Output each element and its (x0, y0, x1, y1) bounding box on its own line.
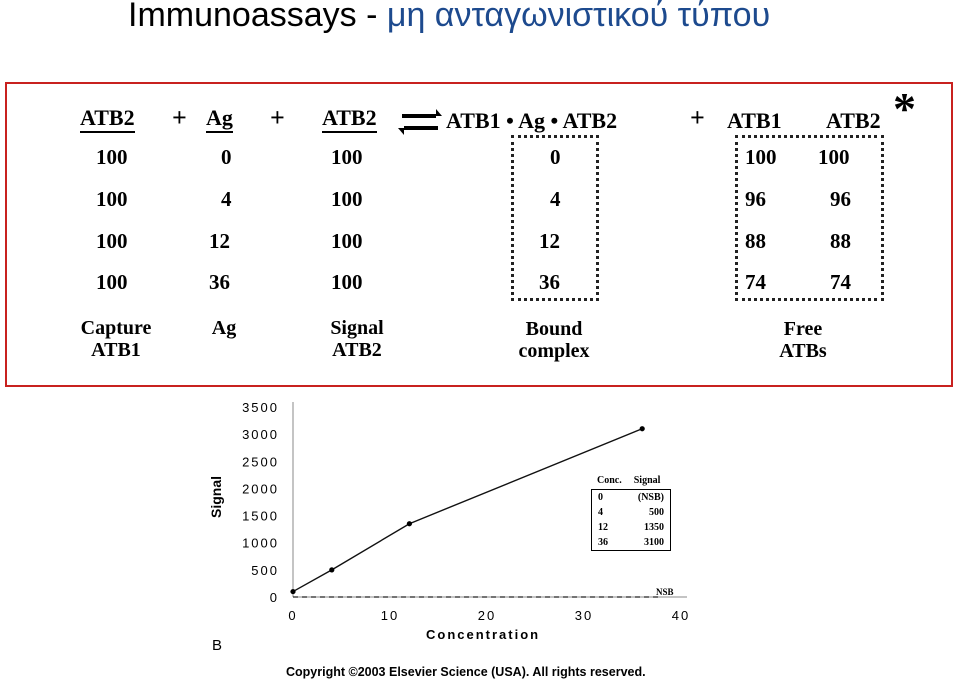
capture-value: 100 (96, 145, 128, 169)
role-signal-line1: Signal (330, 317, 384, 339)
free-atb2-value: 74 (830, 270, 851, 294)
chart-y-tick-label: 3500 (242, 400, 279, 415)
chart-x-tick-label: 30 (574, 608, 594, 623)
ag-value: 36 (209, 270, 230, 294)
bound-value: 36 (539, 270, 560, 294)
chart-y-tick-label: 0 (269, 590, 279, 605)
capture-value: 100 (96, 229, 128, 253)
chart-y-tick-label: 1000 (242, 535, 279, 551)
chart-data-point (290, 589, 295, 594)
eq-free-atb2: ATB2 (826, 108, 881, 133)
chart-y-tick-label: 500 (251, 562, 279, 578)
bound-value: 12 (539, 229, 560, 253)
table-cell-conc: 12 (598, 522, 608, 533)
equilibrium-arrows-icon (398, 106, 442, 136)
eq-atb2-signal: ATB2 (322, 105, 377, 133)
bound-value: 4 (550, 187, 561, 211)
free-atb2-value: 96 (830, 187, 851, 211)
role-free-line1: Free (783, 318, 823, 340)
eq-ag: Ag (206, 105, 233, 133)
chart-series-line (293, 429, 642, 592)
eq-plus-3: + (690, 103, 705, 132)
eq-plus-2: + (270, 103, 285, 132)
role-bound-line1: Bound (525, 318, 583, 340)
eq-free-atb1: ATB1 (727, 108, 782, 133)
chart-y-tick-label: 3000 (242, 427, 279, 443)
role-capture-line1: Capture (80, 317, 152, 339)
table-header-signal: Signal (633, 475, 661, 486)
chart-y-axis-label: Signal (208, 475, 224, 518)
free-atb1-value: 96 (745, 187, 766, 211)
table-row (592, 490, 671, 506)
title-prefix: Immunoassays - (128, 0, 387, 34)
chart-nsb-label: NSB (656, 587, 674, 597)
free-atb2-value: 88 (830, 229, 851, 253)
table-cell-conc: 0 (598, 492, 603, 503)
role-ag: Ag (211, 317, 237, 339)
table-cell-conc: 4 (598, 507, 603, 518)
eq-atb2-capture: ATB2 (80, 105, 135, 133)
free-atb1-value: 88 (745, 229, 766, 253)
ag-value: 4 (221, 187, 232, 211)
asterisk-mark: * (893, 83, 916, 134)
chart-x-tick-label: 0 (288, 608, 298, 623)
table-cell-signal: 1350 (644, 522, 664, 533)
role-free-line2: ATBs (779, 340, 827, 362)
table-cell-signal: 500 (649, 507, 664, 518)
chart-data-point (329, 567, 334, 572)
signal-concentration-chart (0, 390, 959, 665)
ag-value: 12 (209, 229, 230, 253)
table-cell-signal: (NSB) (637, 492, 664, 503)
table-row (592, 535, 671, 551)
signal-atb-value: 100 (331, 187, 363, 211)
chart-data-point (407, 521, 412, 526)
page-title (128, 0, 770, 35)
bound-value: 0 (550, 145, 561, 169)
chart-x-tick-label: 40 (671, 608, 691, 623)
copyright-notice: Copyright ©2003 Elsevier Science (USA). All rights reserved. (286, 665, 646, 679)
capture-value: 100 (96, 270, 128, 294)
eq-plus-1: + (172, 103, 187, 132)
chart-y-tick-label: 2000 (242, 481, 279, 497)
role-signal-atb2 (312, 317, 402, 361)
title-greek: μη ανταγωνιστικού τύπου (386, 0, 771, 34)
signal-atb-value: 100 (331, 145, 363, 169)
table-header-conc: Conc. (597, 475, 622, 486)
free-atb1-value: 74 (745, 270, 766, 294)
capture-value: 100 (96, 187, 128, 211)
role-free-atbs (760, 318, 846, 362)
table-cell-signal: 3100 (644, 537, 664, 548)
role-capture-atb1 (66, 317, 166, 361)
chart-y-tick-label: 2500 (242, 454, 279, 470)
chart-x-tick-label: 10 (380, 608, 400, 623)
table-cell-conc: 36 (598, 537, 608, 548)
role-bound-line2: complex (518, 340, 590, 362)
table-row (592, 505, 671, 520)
role-signal-line2: ATB2 (332, 339, 382, 361)
role-capture-line2: ATB1 (91, 339, 141, 361)
panel-label: B (212, 637, 223, 654)
chart-y-tick-label: 1500 (242, 508, 279, 524)
chart-x-axis-label: Concentration (426, 627, 541, 642)
chart-x-tick-label: 20 (477, 608, 497, 623)
table-row (592, 520, 671, 535)
chart-data-table (591, 473, 671, 551)
role-bound-complex (496, 318, 612, 362)
signal-atb-value: 100 (331, 270, 363, 294)
eq-complex: ATB1 • Ag • ATB2 (446, 108, 618, 133)
free-atb2-value: 100 (818, 145, 850, 169)
ag-value: 0 (221, 145, 232, 169)
signal-atb-value: 100 (331, 229, 363, 253)
chart-data-point (640, 426, 645, 431)
free-atb1-value: 100 (745, 145, 777, 169)
